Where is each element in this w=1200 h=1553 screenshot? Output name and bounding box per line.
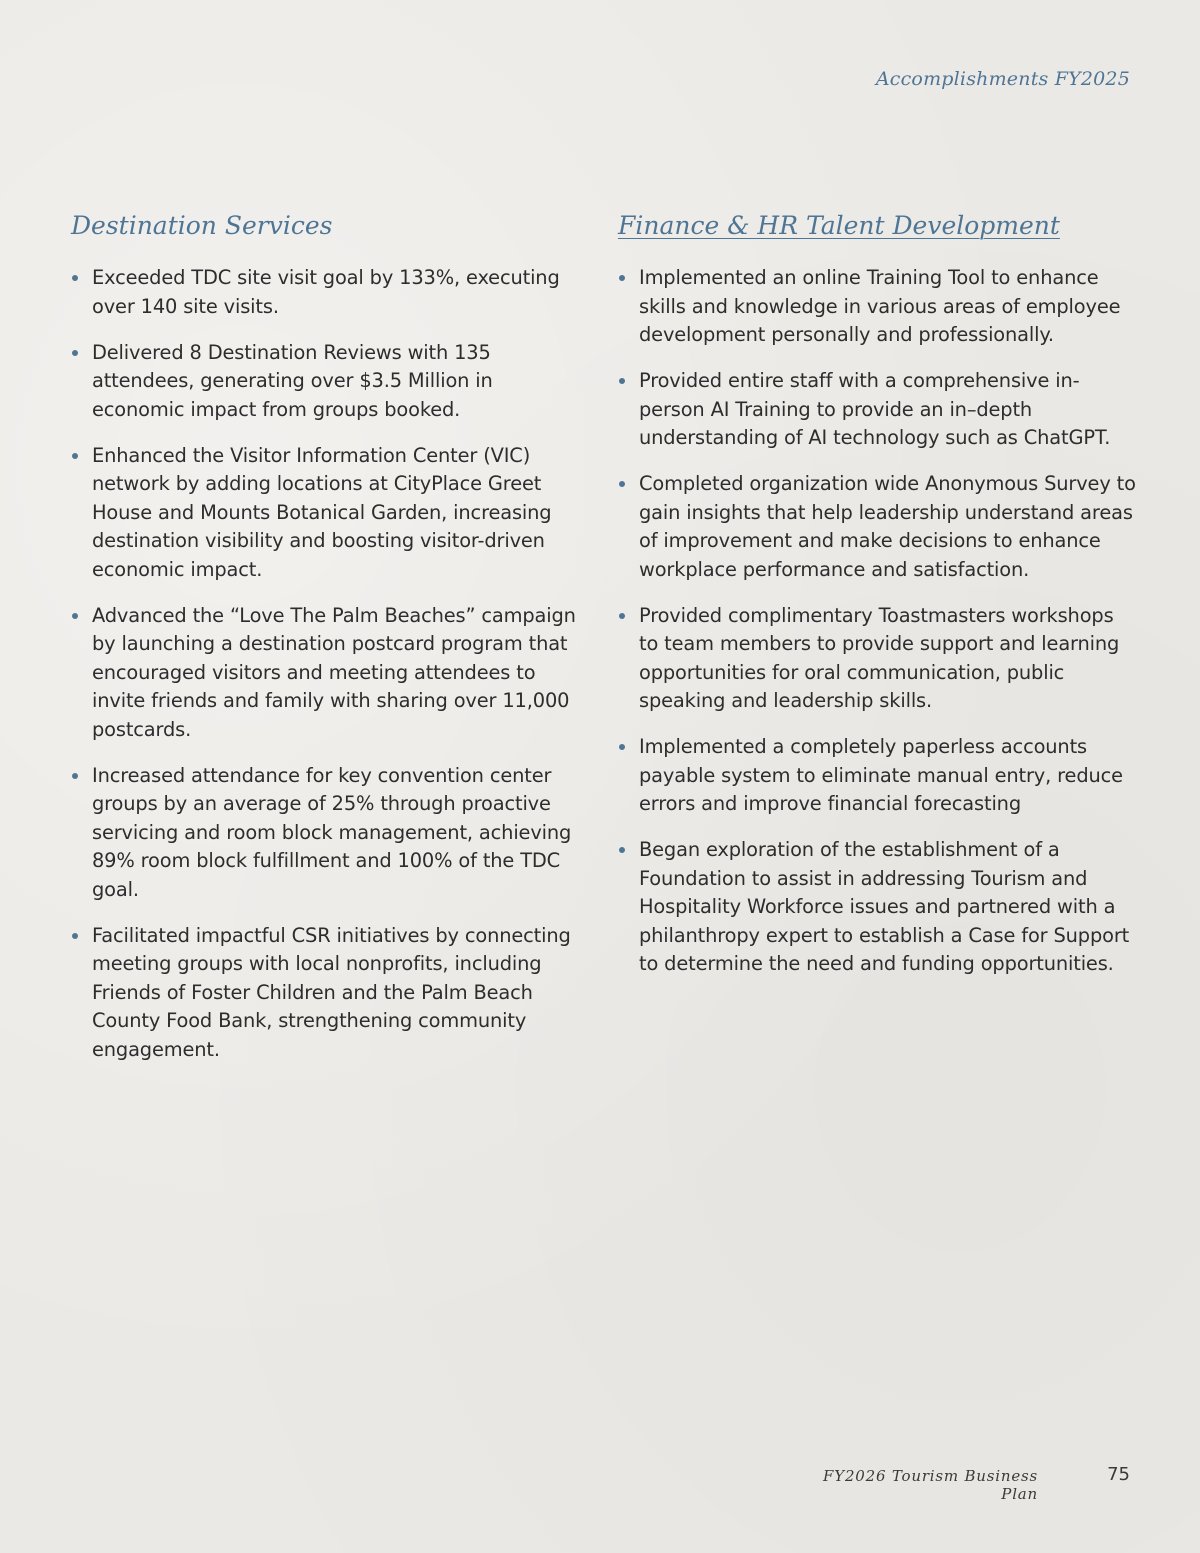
list-item	[618, 602, 1138, 716]
list-item-text: Implemented a completely paperless accounts payable system to eliminate manual entry, reduce errors and improve financial forecasting	[639, 735, 1123, 815]
list-item	[71, 264, 591, 321]
bullet-icon	[619, 744, 625, 750]
list-item	[71, 442, 591, 585]
list-item	[618, 836, 1138, 979]
list-item-text: Advanced the “Love The Palm Beaches” campaign by launching a destination postcard program that encouraged visitors and meeting attendees to invite friends and family with sharing over 11,000 postcards.	[92, 603, 576, 741]
list-item	[618, 470, 1138, 584]
list-item-text: Provided entire staff with a comprehensive in-person AI Training to provide an in–depth understanding of AI technology such as ChatGPT.	[639, 369, 1111, 449]
finance-hr-list	[618, 264, 1138, 979]
list-item-text: Exceeded TDC site visit goal by 133%, executing over 140 site visits.	[92, 266, 560, 318]
page-number: 75	[1107, 1464, 1130, 1485]
bullet-icon	[72, 453, 78, 459]
finance-hr-heading	[618, 208, 1138, 244]
list-item	[618, 264, 1138, 350]
bullet-icon	[72, 350, 78, 356]
list-item-text: Enhanced the Visitor Information Center (VIC) network by adding locations at CityPlace Greet House and Mounts Botanical Garden, increasing destination visibility and boosting visitor-driven economic impact.	[92, 443, 552, 581]
finance-hr-heading-text: Finance & HR Talent Development	[618, 211, 1060, 240]
list-item-text: Facilitated impactful CSR initiatives by connecting meeting groups with local nonprofits, including Friends of Foster Children and the Palm Beach County Food Bank, strengthening community engagement.	[92, 923, 571, 1061]
destination-services-list	[71, 264, 591, 1064]
list-item-text: Delivered 8 Destination Reviews with 135 attendees, generating over $3.5 Million in economic impact from groups booked.	[92, 340, 493, 421]
list-item-text: Increased attendance for key convention center groups by an average of 25% through proactive servicing and room block management, achieving 89% room block fulfillment and 100% of the TDC goal.	[92, 763, 572, 901]
bullet-icon	[619, 613, 625, 619]
list-item	[71, 922, 591, 1065]
list-item	[618, 367, 1138, 453]
list-item-text: Completed organization wide Anonymous Survey to gain insights that help leadership understand areas of improvement and make decisions to enhance workplace performance and satisfaction.	[639, 472, 1136, 581]
running-header: Accomplishments FY2025	[875, 68, 1130, 90]
list-item	[618, 733, 1138, 819]
bullet-icon	[72, 613, 78, 619]
finance-hr-column	[618, 208, 1138, 996]
bullet-icon	[72, 933, 78, 939]
destination-services-column	[71, 208, 591, 1082]
bullet-icon	[619, 378, 625, 384]
list-item-text: Provided complimentary Toastmasters workshops to team members to provide support and learning opportunities for oral communication, public speaking and leadership skills.	[639, 603, 1120, 712]
bullet-icon	[72, 275, 78, 281]
bullet-icon	[619, 481, 625, 487]
footer-plan-title: FY2026 Tourism Business Plan	[823, 1467, 1038, 1503]
list-item	[71, 762, 591, 905]
list-item-text: Implemented an online Training Tool to enhance skills and knowledge in various areas of employee development personally and professionally.	[639, 266, 1121, 346]
bullet-icon	[619, 275, 625, 281]
bullet-icon	[72, 773, 78, 779]
list-item	[71, 339, 591, 425]
list-item	[71, 602, 591, 745]
list-item-text: Began exploration of the establishment of a Foundation to assist in addressing Tourism and Hospitality Workforce issues and partnered with a philanthropy expert to establish a Case for Support to determine the need and funding opportunities.	[639, 838, 1130, 975]
bullet-icon	[619, 847, 625, 853]
destination-services-heading: Destination Services	[71, 211, 333, 240]
